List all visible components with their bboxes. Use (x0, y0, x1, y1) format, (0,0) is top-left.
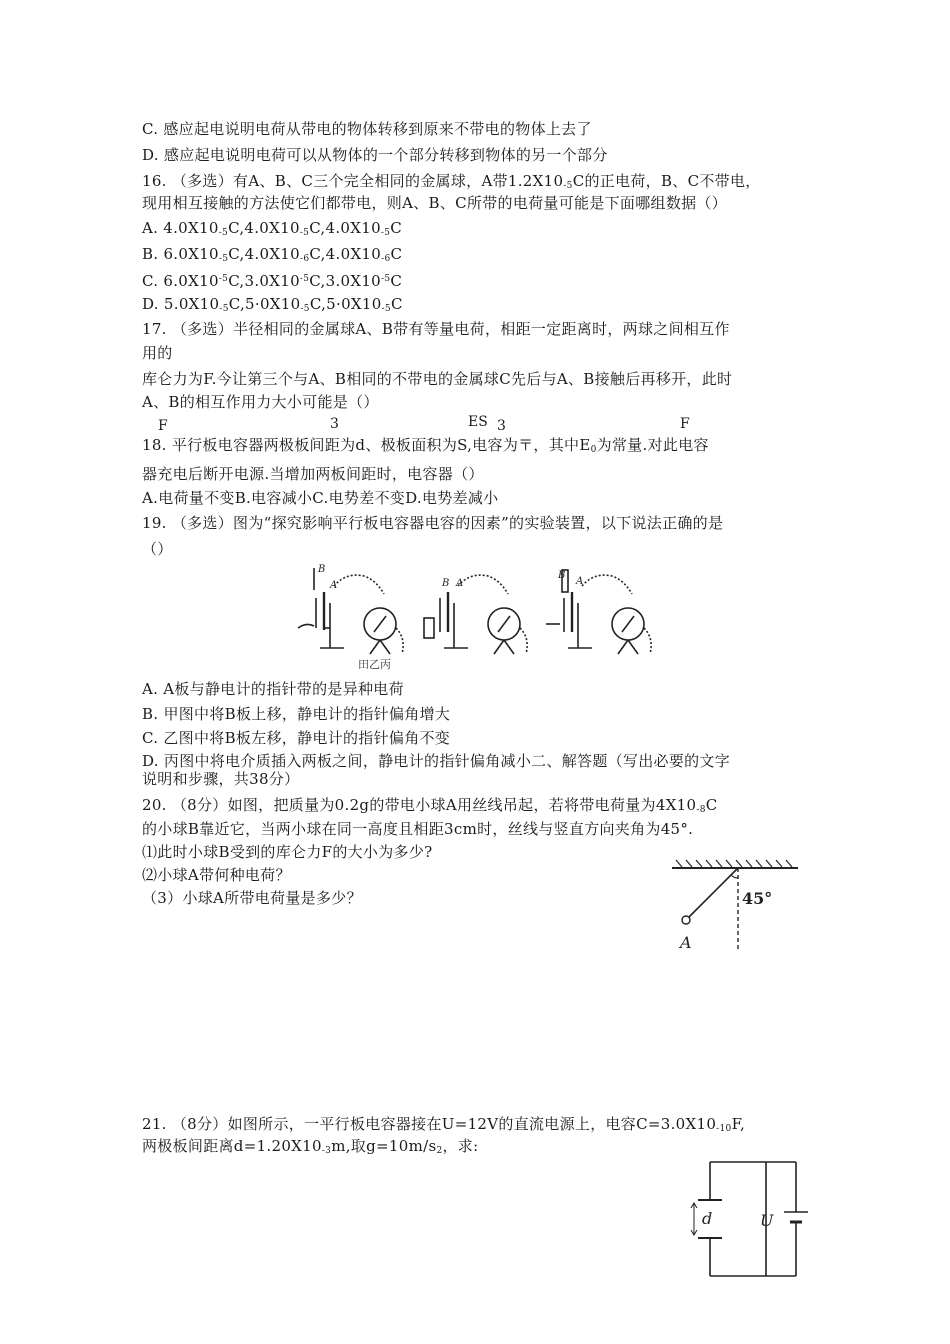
q19-option-d: D. 丙图中将电介质插入两板之间，静电计的指针偏角减小二、解答题（写出必要的文字 (142, 752, 731, 770)
q20-angle-label: 45° (742, 889, 773, 908)
q20-stem-line1: 20. （8分）如图，把质量为0.2g的带电小球A用丝线吊起，若将带电荷量为$4X10_{-8}C$ (142, 796, 718, 815)
q17-stem-line1: 17. （多选）半径相同的金属球A、B带有等量电荷，相距一定距离时，两球之间相互作 (142, 320, 730, 338)
q19-option-c: C. 乙图中将B板左移，静电计的指针偏角不变 (142, 729, 451, 747)
setup-jia (298, 568, 403, 654)
q21-circuit-figure (680, 1156, 810, 1284)
q17-fragment-3b: 3 (497, 418, 506, 434)
section-two-note: 说明和步骤，共38分） (142, 770, 300, 788)
q20-part1: ⑴此时小球B受到的库仑力F的大小为多少? (142, 843, 433, 861)
q20-ball-label: A (680, 933, 692, 952)
svg-text:A: A (576, 576, 584, 587)
q20-pendulum-figure (666, 858, 816, 958)
q15-option-c: C. 感应起电说明电荷从带电的物体转移到原来不带电的物体上去了 (142, 120, 592, 138)
q16-option-d: D. $5.0X10_{-5}C,5\cdot 0X10_{-5}C,5\cdot 0X10_{-5}C$ (142, 295, 403, 314)
q17-fragment-es: ES (468, 414, 488, 430)
q18-stem-line1: 18. 平行板电容器两极板间距为d、极板面积为S,电容为〒，其中$E_0$为常量.对此电容 (142, 436, 709, 455)
q20-part2: ⑵小球A带何种电荷？ (142, 866, 291, 884)
q17-fragment-3a: 3 (330, 416, 339, 432)
q17-fragment-f2: F (680, 416, 690, 432)
q17-fragment-f1: F (158, 418, 168, 434)
setup-yi (424, 575, 527, 654)
q16-option-a: A. $4.0X10_{-5}C,4.0X10_{-5}C,4.0X10_{-5}C$ (142, 219, 403, 238)
q19-stem-line2: （） (142, 540, 173, 558)
q16-stem-line2: 现用相互接触的方法使它们都带电，则A、B、C所带的电荷量可能是下面哪组数据（） (142, 194, 728, 212)
svg-text:B: B (558, 570, 566, 581)
q19-option-a: A. A板与静电计的指针带的是异种电荷 (142, 680, 404, 698)
q20-stem-line2: 的小球B靠近它，当两小球在同一高度且相距3cm时，丝线与竖直方向夹角为45°. (142, 820, 694, 838)
q20-part3: （3）小球A所带电荷量是多少？ (142, 889, 362, 907)
svg-text:B: B (442, 578, 450, 589)
q17-stem-line2: 用的 (142, 344, 173, 362)
q19-figure-caption: 田乙丙 (358, 658, 391, 670)
q16-option-b: B. $6.0X10_{-5}C,4.0X10_{-6}C,4.0X10_{-6}C$ (142, 245, 403, 264)
q18-options: A.电荷量不变B.电容减小C.电势差不变D.电势差减小 (142, 489, 499, 507)
q16-option-c: C. $6.0X10^{-5}C,3.0X10^{-5}C,3.0X10^{-5}C$ (142, 272, 403, 290)
q17-stem-line3: 库仑力为F.今让第三个与A、B相同的不带电的金属球C先后与A、B接触后再移开，此时 (142, 370, 733, 388)
q19-electrometer-figure (294, 558, 664, 670)
setup-bing (546, 570, 651, 654)
q21-d-label: d (702, 1209, 713, 1228)
q19-stem-line1: 19. （多选）图为“探究影响平行板电容器电容的因素”的实验装置，以下说法正确的是 (142, 514, 724, 532)
q21-u-label: U (760, 1211, 774, 1230)
q21-stem-line2: 两极板间距离$d=1.20X10_{-3}m$,取$g=10m/s_2$，求: (142, 1137, 479, 1156)
q17-stem-line4: A、B的相互作用力大小可能是（） (142, 393, 379, 411)
q16-stem-line1: 16. （多选）有A、B、C三个完全相同的金属球，A带$1.2X10_{-5}C$的正电荷，B、C不带电， (142, 172, 761, 191)
svg-text:A: A (330, 580, 338, 591)
q19-option-b: B. 甲图中将B板上移，静电计的指针偏角增大 (142, 705, 451, 723)
svg-text:A: A (456, 578, 464, 589)
q21-stem-line1: 21. （8分）如图所示，一平行板电容器接在U=12V的直流电源上，电容$C=3.0X10_{-10}F$, (142, 1115, 746, 1134)
q18-stem-line2: 器充电后断开电源.当增加两板间距时，电容器（） (142, 465, 484, 483)
svg-text:B: B (318, 564, 326, 575)
q15-option-d: D. 感应起电说明电荷可以从物体的一个部分转移到物体的另一个部分 (142, 146, 608, 164)
